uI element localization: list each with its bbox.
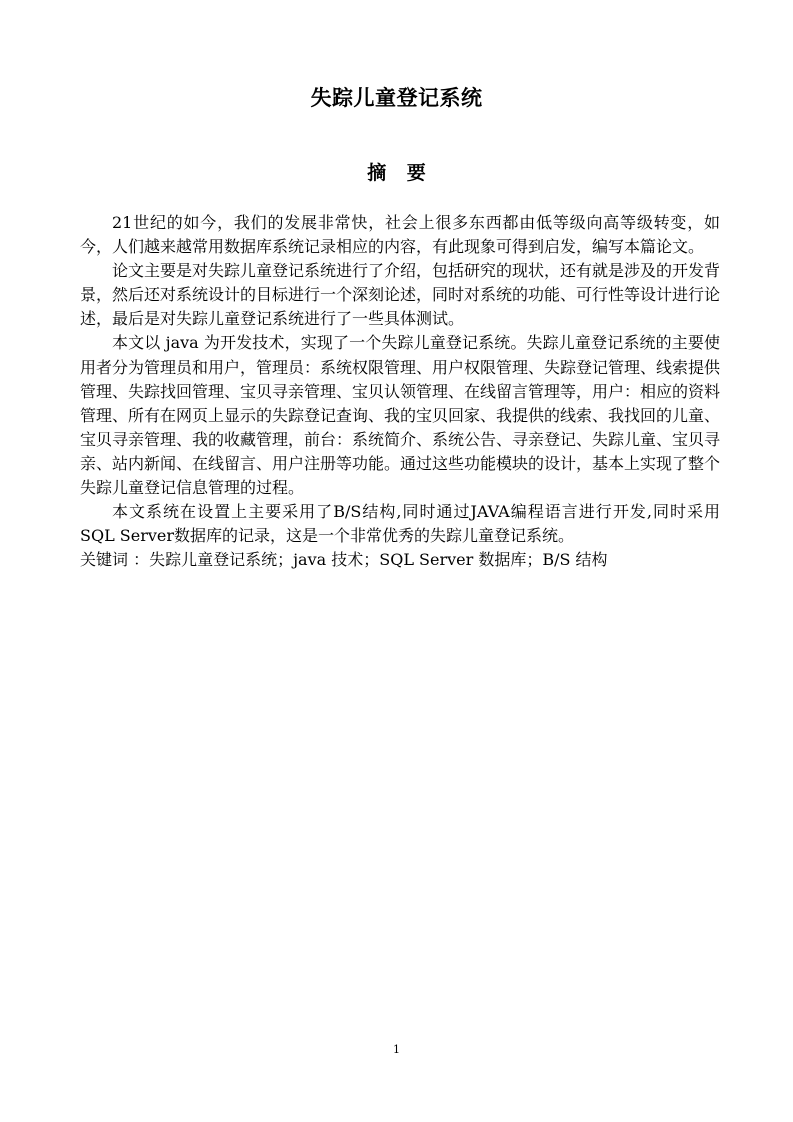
abstract-paragraph: 论文主要是对失踪儿童登记系统进行了介绍，包括研究的现状，还有就是涉及的开发背景，然后还对系统设计的目标进行一个深刻论述，同时对系统的功能、可行性等设计进行论述，最后是对失踪儿童登记系统进行了一些具体测试。 xyxy=(80,261,721,329)
keywords-line: 关键词 ：失踪儿童登记系统；java 技术；SQL Server 数据库；B/S 结构 xyxy=(80,550,608,570)
abstract-heading: 摘 要 xyxy=(367,162,426,184)
abstract-paragraph: 21世纪的如今，我们的发展非常快，社会上很多东西都由低等级向高等级转变，如今，人们越来越常用数据库系统记录相应的内容，有此现象可得到启发，编写本篇论文。 xyxy=(80,213,720,257)
abstract-paragraph: 本文以 java 为开发技术，实现了一个失踪儿童登记系统。失踪儿童登记系统的主要使用者分为管理员和用户，管理员：系统权限管理、用户权限管理、失踪登记管理、线索提供管理、失踪找回管理、宝贝寻亲管理、宝贝认领管理、在线留言管理等，用户：相应的资料管理、所有在网页上显示的失踪登记查询、我的宝贝回家、我提供的线索、我找回的儿童、宝贝寻亲管理、我的收藏管理，前台：系统简介、系统公告、寻亲登记、失踪儿童、宝贝寻亲、站内新闻、在线留言、用户注册等功能。通过这些功能模块的设计，基本上实现了整个失踪儿童登记信息管理的过程。 xyxy=(80,333,721,498)
document-title: 失踪儿童登记系统 xyxy=(310,86,483,110)
abstract-paragraph: 本文系统在设置上主要采用了B/S结构,同时通过JAVA编程语言进行开发,同时采用SQL Server数据库的记录，这是一个非常优秀的失踪儿童登记系统。 xyxy=(80,502,720,546)
abstract-body xyxy=(80,211,720,572)
page-number: 1 xyxy=(393,1043,400,1056)
